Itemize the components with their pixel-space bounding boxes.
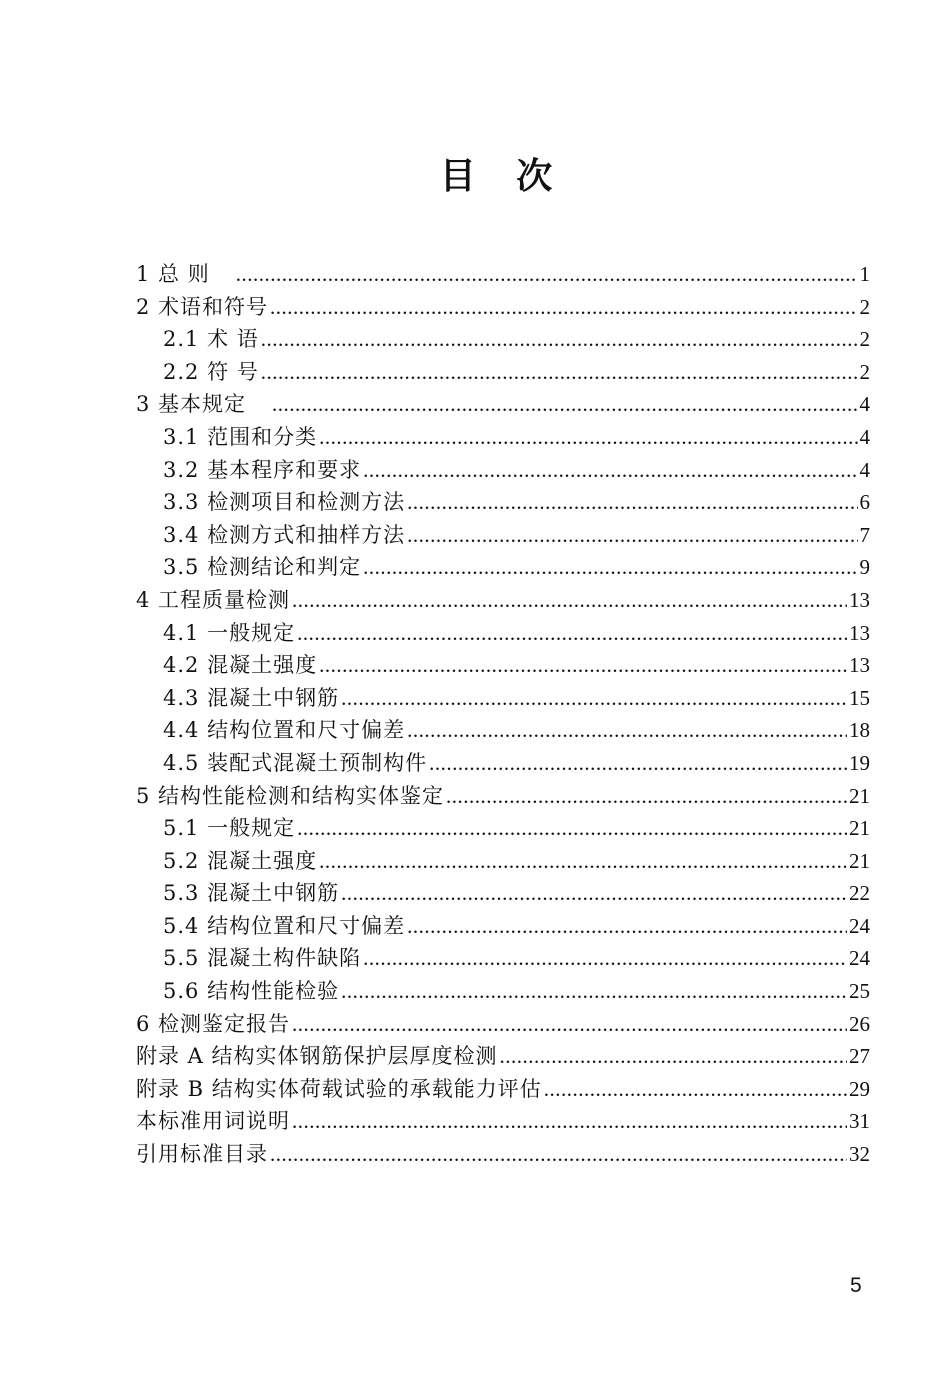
page-number: 5 [850, 1274, 862, 1297]
toc-entry[interactable] [136, 356, 870, 389]
toc-leader-dots [270, 291, 857, 324]
toc-leader-dots [236, 258, 858, 291]
toc-entry[interactable] [136, 845, 870, 878]
toc-entry-label: 引用标准目录 [136, 1142, 268, 1167]
toc-entry-page: 25 [849, 979, 870, 1004]
toc-leader-dots [292, 1105, 847, 1138]
toc-entry-label: 5.1 一般规定 [163, 816, 296, 841]
toc-entry-page: 19 [849, 750, 870, 775]
toc-entry[interactable] [136, 1105, 870, 1138]
toc-leader-dots [261, 356, 858, 389]
toc-leader-dots [319, 649, 847, 682]
toc-entry-page: 7 [859, 522, 870, 547]
toc-entry-label: 本标准用词说明 [136, 1109, 290, 1134]
toc-leader-dots [363, 551, 857, 584]
toc-entry-label: 4.4 结构位置和尺寸偏差 [163, 718, 406, 743]
toc-leader-dots [363, 454, 857, 487]
toc-entry[interactable] [136, 258, 870, 291]
toc-entry-page: 13 [849, 587, 870, 612]
toc-entry[interactable] [136, 1040, 870, 1073]
toc-leader-dots [292, 584, 847, 617]
toc-entry-label: 附录 B 结构实体荷载试验的承载能力评估 [136, 1076, 542, 1101]
toc-leader-dots [407, 486, 857, 519]
toc-entry-page: 13 [849, 653, 870, 678]
toc-leader-dots [407, 910, 847, 943]
toc-entry[interactable] [136, 454, 870, 487]
toc-leader-dots [500, 1040, 847, 1073]
toc-leader-dots [272, 388, 857, 421]
toc-entry[interactable] [136, 1008, 870, 1041]
toc-entry[interactable] [136, 910, 870, 943]
toc-entry[interactable] [136, 1073, 870, 1106]
toc-entry-label: 1 总 则 [136, 262, 210, 286]
toc-entry-page: 2 [859, 359, 870, 384]
toc-entry-label: 3 基本规定 [136, 392, 247, 417]
toc-entry[interactable] [136, 682, 870, 715]
toc-entry-page: 6 [859, 490, 870, 515]
toc-entry-page: 18 [849, 718, 870, 743]
toc-leader-dots [363, 942, 847, 975]
toc-entry-label: 5.2 混凝土强度 [163, 848, 318, 873]
toc-entry[interactable] [136, 942, 870, 975]
toc-entry-label: 4.2 混凝土强度 [163, 653, 318, 678]
toc-leader-dots [407, 714, 847, 747]
toc-entry-label: 3.2 基本程序和要求 [163, 457, 362, 482]
toc-entry[interactable] [136, 812, 870, 845]
toc-entry-page: 26 [849, 1011, 870, 1036]
toc-entry-label: 4.3 混凝土中钢筋 [163, 685, 340, 710]
toc-entry-page: 21 [849, 783, 870, 808]
toc-entry-page: 24 [849, 913, 870, 938]
toc-entry[interactable] [136, 291, 870, 324]
toc-entry-page: 32 [849, 1142, 870, 1167]
toc-entry-label: 5.5 混凝土构件缺陷 [163, 946, 362, 971]
toc-leader-dots [446, 780, 847, 813]
toc-leader-dots [297, 617, 847, 650]
toc-entry-label: 2.2 符 号 [163, 359, 259, 384]
toc-entry-page: 21 [849, 816, 870, 841]
toc-entry-page: 31 [849, 1109, 870, 1134]
toc-entry[interactable] [136, 617, 870, 650]
toc-entry[interactable] [136, 388, 870, 421]
toc-entry-page: 24 [849, 946, 870, 971]
toc-leader-dots [292, 1008, 847, 1041]
toc-entry-page: 13 [849, 620, 870, 645]
toc-leader-dots [429, 747, 847, 780]
toc-entry-label: 5.4 结构位置和尺寸偏差 [163, 913, 406, 938]
toc-leader-dots [341, 877, 847, 910]
toc-entry-label: 4.5 装配式混凝土预制构件 [163, 750, 428, 775]
toc-entry[interactable] [136, 975, 870, 1008]
toc-entry[interactable] [136, 551, 870, 584]
toc-entry-label: 3.5 检测结论和判定 [163, 555, 362, 580]
toc-entry[interactable] [136, 519, 870, 552]
toc-entry-page: 27 [849, 1044, 870, 1069]
toc-entry-label: 5.3 混凝土中钢筋 [163, 881, 340, 906]
toc-entry[interactable] [136, 780, 870, 813]
toc-entry[interactable] [136, 747, 870, 780]
toc-entry-label: 2 术语和符号 [136, 294, 269, 319]
toc-entry-label: 5 结构性能检测和结构实体鉴定 [136, 783, 445, 808]
toc-entry-page: 4 [859, 392, 870, 417]
toc-entry-page: 4 [859, 457, 870, 482]
toc-entry[interactable] [136, 1138, 870, 1171]
toc-entry-page: 2 [859, 294, 870, 319]
toc-leader-dots [407, 519, 857, 552]
toc-entry-label: 6 检测鉴定报告 [136, 1011, 291, 1036]
toc-entry-page: 9 [859, 555, 870, 580]
toc-leader-dots [297, 812, 847, 845]
toc-entry[interactable] [136, 421, 870, 454]
toc-leader-dots [341, 975, 847, 1008]
toc-entry[interactable] [136, 649, 870, 682]
toc-entry-label: 3.3 检测项目和检测方法 [163, 490, 406, 515]
toc-entry-label: 5.6 结构性能检验 [163, 979, 340, 1004]
toc-entry-page: 22 [849, 881, 870, 906]
toc-entry[interactable] [136, 323, 870, 356]
toc-entry-page: 1 [859, 262, 870, 286]
toc-entry-label: 3.4 检测方式和抽样方法 [163, 522, 406, 547]
toc-entry[interactable] [136, 584, 870, 617]
toc-entry-label: 4 工程质量检测 [136, 587, 291, 612]
toc-leader-dots [261, 323, 858, 356]
toc-entry-page: 21 [849, 848, 870, 873]
page-title: 目 次 [439, 155, 567, 197]
toc-entry[interactable] [136, 877, 870, 910]
toc-entry[interactable] [136, 486, 870, 519]
toc-leader-dots [319, 845, 847, 878]
toc-leader-dots [270, 1138, 847, 1171]
toc-entry-page: 29 [849, 1076, 870, 1101]
toc-entry-label: 附录 A 结构实体钢筋保护层厚度检测 [136, 1044, 498, 1069]
toc-entry-page: 4 [859, 424, 870, 449]
toc-entry-label: 2.1 术 语 [163, 327, 259, 352]
toc-leader-dots [341, 682, 847, 715]
toc-entry[interactable] [136, 714, 870, 747]
toc-leader-dots [544, 1073, 847, 1106]
toc-leader-dots [319, 421, 857, 454]
toc-entry-page: 2 [859, 327, 870, 352]
toc-entry-label: 3.1 范围和分类 [163, 424, 318, 449]
table-of-contents [136, 258, 870, 1171]
toc-entry-label: 4.1 一般规定 [163, 620, 296, 645]
toc-entry-page: 15 [849, 685, 870, 710]
